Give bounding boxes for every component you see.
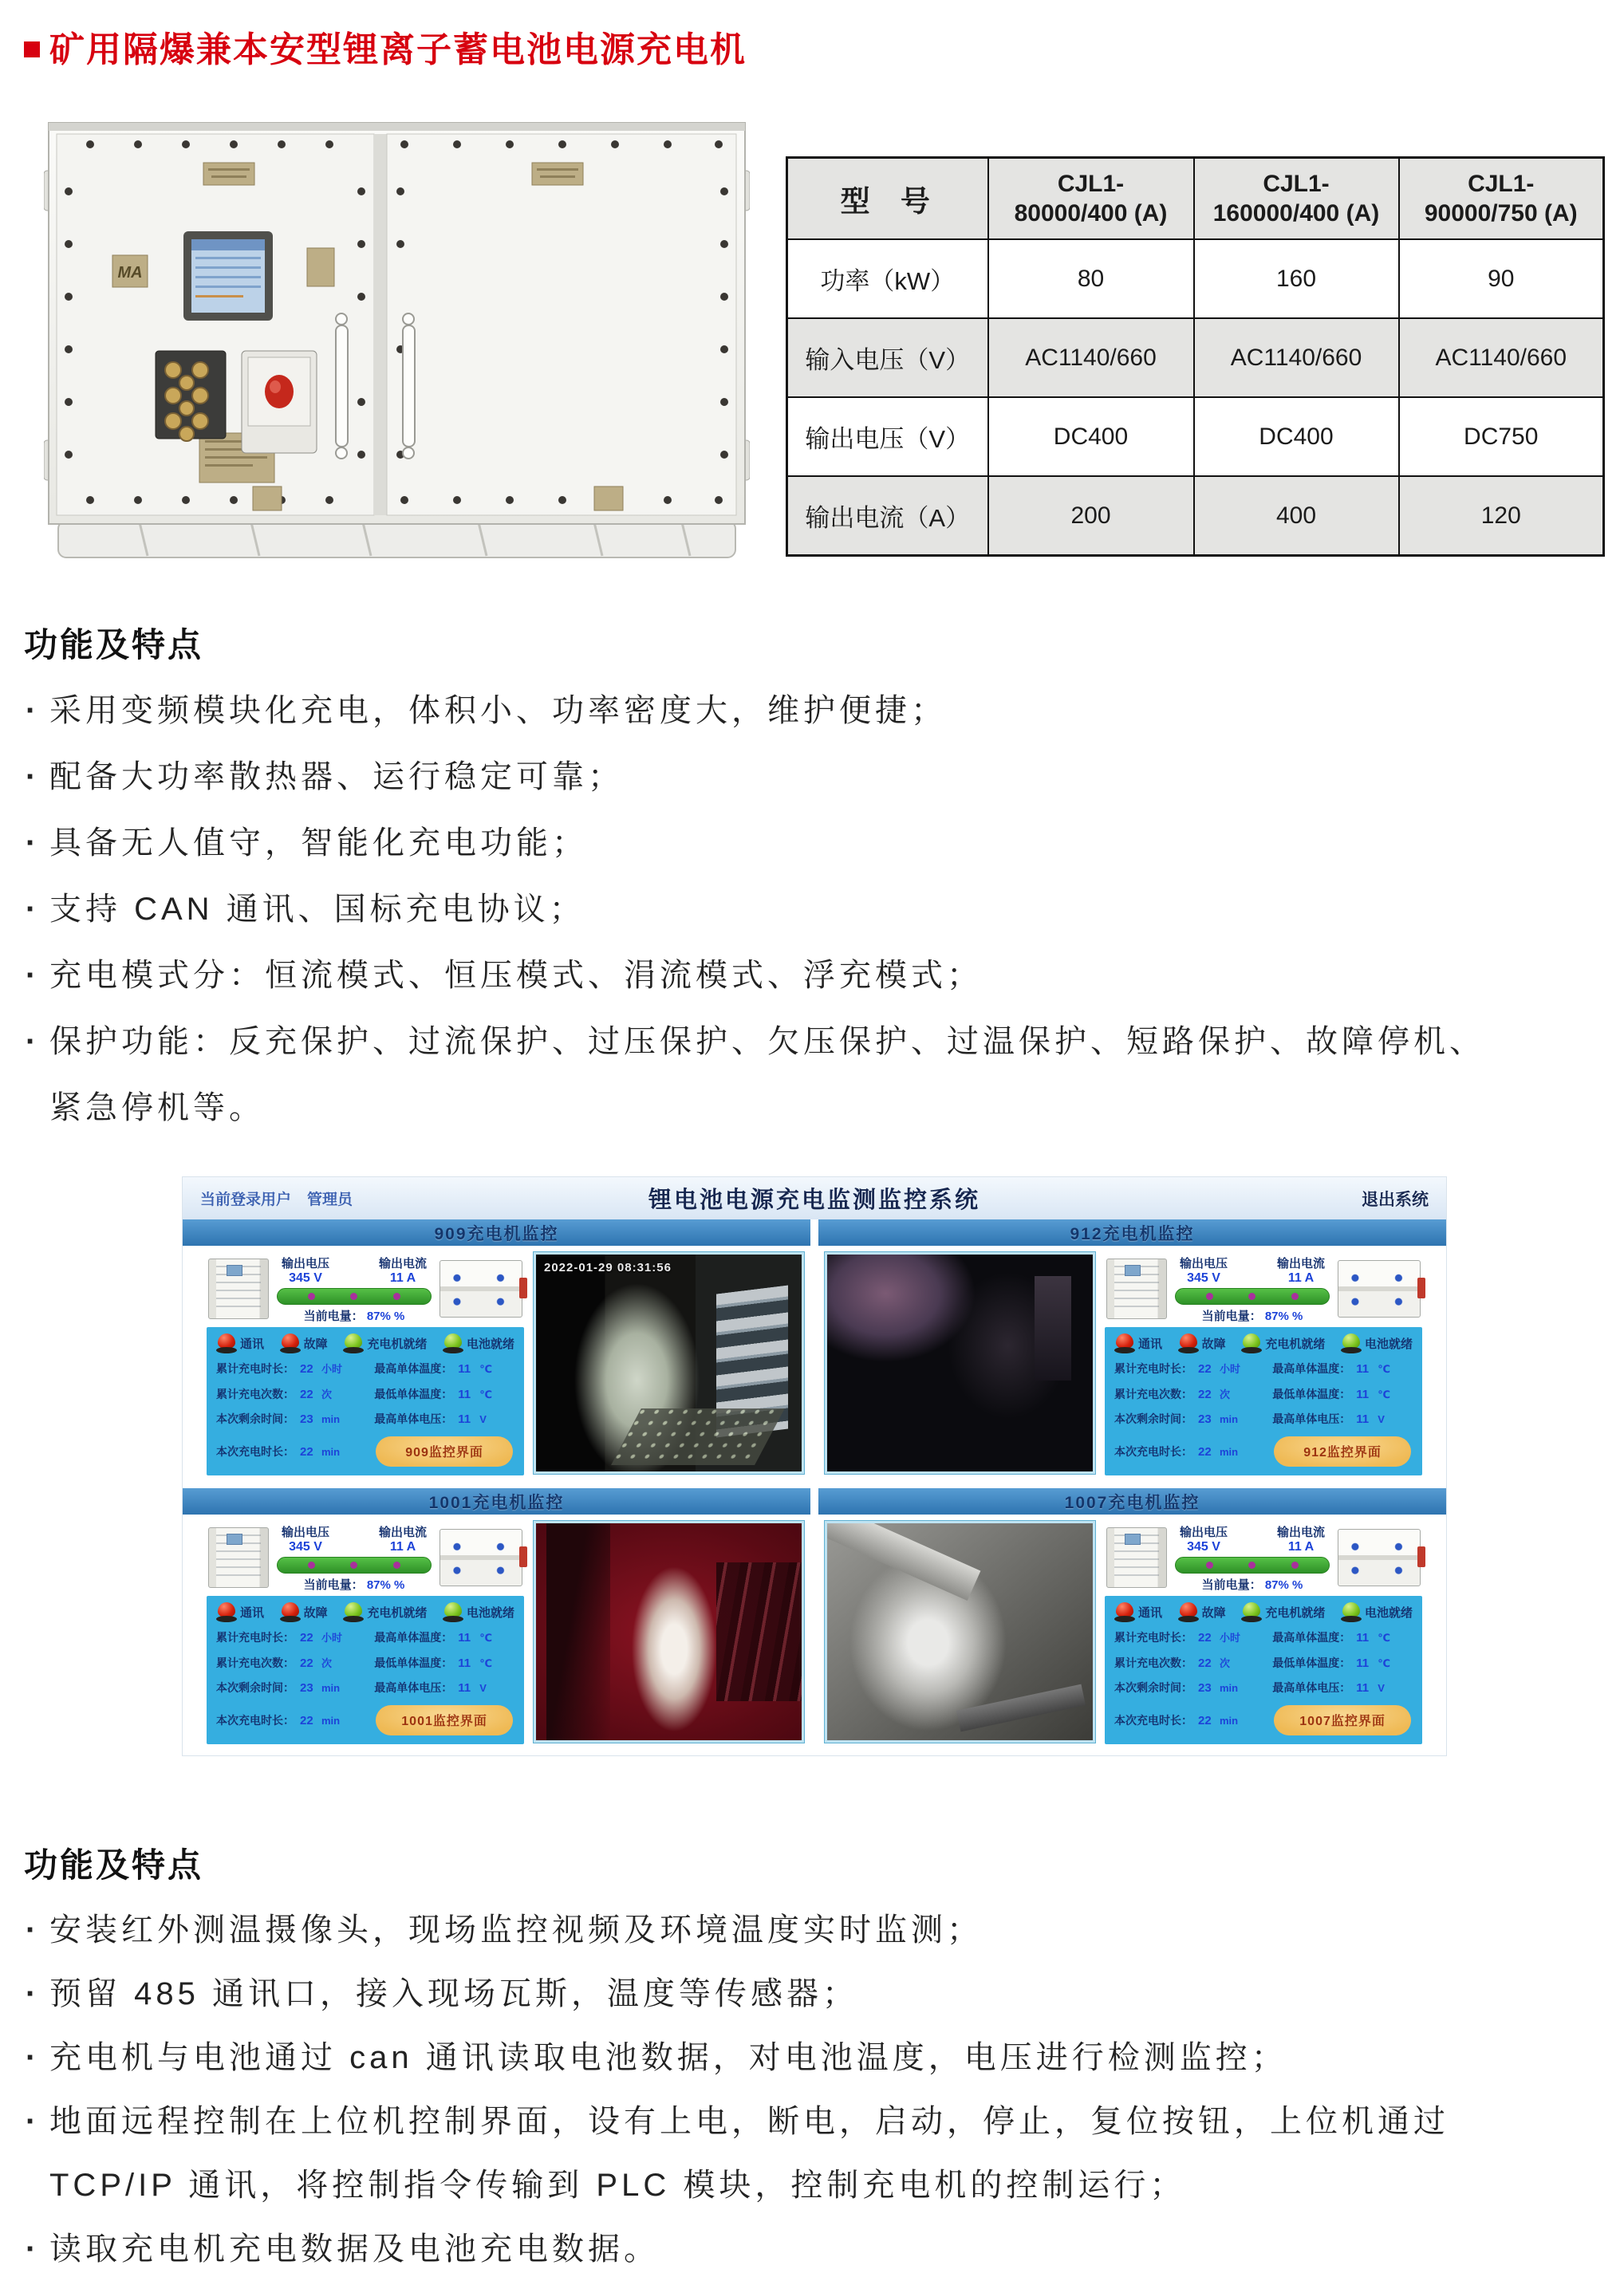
soc-value: 87% xyxy=(366,1578,391,1592)
output-voltage-label: 输出电压 xyxy=(1180,1256,1228,1270)
battery-image xyxy=(440,1260,522,1318)
output-current-label: 输出电流 xyxy=(1276,1256,1325,1270)
product-photo xyxy=(44,118,750,566)
soc-unit: % xyxy=(1292,1309,1303,1323)
cell: 160 xyxy=(1194,239,1399,318)
voltage-unit: V xyxy=(313,1539,322,1554)
soc-label: 当前电量： xyxy=(1201,1309,1262,1323)
model-cell: CJL1- 80000/400 (A) xyxy=(988,158,1194,240)
charger-image xyxy=(208,1527,269,1588)
feature-item: · 配备大功率散热器、运行稳定可靠； xyxy=(24,744,1508,810)
video-timestamp: 2022-01-29 08:31:56 xyxy=(544,1261,672,1274)
gauge-readouts xyxy=(275,1523,433,1593)
alarm-lamp-icon xyxy=(280,1333,301,1353)
cabinet-screen xyxy=(183,231,273,321)
features-section-1 xyxy=(24,619,1508,1141)
charger-panel xyxy=(183,1488,810,1751)
current-unit: A xyxy=(406,1270,416,1285)
alarm-lamp-icon xyxy=(343,1333,364,1353)
cell: AC1140/660 xyxy=(1399,318,1604,397)
stats-grid xyxy=(216,1360,514,1467)
stat-current-charge-time: 本次充电时长： 22 min xyxy=(1114,1444,1239,1459)
monitor-header xyxy=(183,1177,1446,1219)
charge-flow-bar xyxy=(1175,1557,1330,1574)
status-panel xyxy=(207,1596,524,1744)
cell: 400 xyxy=(1194,476,1399,556)
cell: DC400 xyxy=(1194,397,1399,476)
current-unit: A xyxy=(1304,1270,1315,1285)
cell: AC1140/660 xyxy=(988,318,1194,397)
output-current-value: 11 xyxy=(389,1270,404,1285)
panel-body xyxy=(183,1515,810,1751)
stat-min-cell-temp: 最低单体温度： 11 ℃ xyxy=(1272,1656,1390,1670)
monitor-view-button[interactable]: 1007监控界面 xyxy=(1274,1705,1411,1735)
stat-max-cell-voltage: 最高单体电压： 11 V xyxy=(374,1681,487,1696)
alarm-lamp-icon xyxy=(1341,1333,1362,1353)
monitor-grid xyxy=(183,1219,1446,1751)
row-label: 输出电流（A） xyxy=(787,476,988,556)
row-label: 输入电压（V） xyxy=(787,318,988,397)
soc-readout xyxy=(1175,1576,1330,1593)
output-current-value: 11 xyxy=(1287,1270,1302,1285)
indicator-row xyxy=(1114,1602,1413,1622)
output-voltage-label: 输出电压 xyxy=(282,1525,330,1539)
gauge-readouts xyxy=(1173,1255,1331,1324)
alarm-lamp-icon xyxy=(216,1602,237,1622)
stat-max-cell-voltage: 最高单体电压： 11 V xyxy=(1272,1681,1385,1696)
alarm-lamp-icon xyxy=(343,1602,364,1622)
table-header-row xyxy=(787,158,1604,240)
stat-remaining-time: 本次剩余时间： 23 min xyxy=(216,1412,341,1427)
stat-remaining-time: 本次剩余时间： 23 min xyxy=(216,1681,341,1696)
status-column xyxy=(1105,1251,1422,1475)
page-title: 矿用隔爆兼本安型锂离子蓄电池电源充电机 xyxy=(49,30,747,69)
alarm-lamp-icon xyxy=(1178,1333,1199,1353)
exit-system-button[interactable]: 退出系统 xyxy=(1362,1190,1429,1209)
soc-readout xyxy=(277,1307,432,1324)
indicator-comms: 通讯 xyxy=(216,1602,264,1622)
alarm-lamp-icon xyxy=(443,1333,463,1353)
cell: DC400 xyxy=(988,397,1194,476)
gauge-strip xyxy=(1105,1519,1422,1596)
ma-badge xyxy=(112,255,148,287)
row-label: 功率（kW） xyxy=(787,239,988,318)
indicator-comms: 通讯 xyxy=(1114,1602,1162,1622)
stat-current-charge-time: 本次充电时长： 22 min xyxy=(1114,1713,1239,1727)
soc-value: 87% xyxy=(366,1309,391,1323)
table-row xyxy=(787,239,1604,318)
feature-item: · 采用变频模块化充电，体积小、功率密度大，维护便捷； xyxy=(24,678,1508,744)
alarm-lamp-icon xyxy=(1241,1333,1262,1353)
indicator-comms: 通讯 xyxy=(216,1333,264,1353)
stat-total-charge-hours: 累计充电时长： 22 小时 xyxy=(216,1362,343,1377)
panel-body xyxy=(183,1246,810,1482)
stat-max-cell-temp: 最高单体温度： 11 ℃ xyxy=(374,1631,492,1645)
user-label: 当前登录用户 xyxy=(200,1192,292,1208)
charger-image xyxy=(208,1259,269,1319)
gauge-readouts xyxy=(275,1255,433,1324)
charger-image xyxy=(1106,1527,1167,1588)
cctv-feed xyxy=(534,1252,804,1474)
alarm-lamp-icon xyxy=(1241,1602,1262,1622)
battery-image xyxy=(1338,1529,1421,1586)
cell: DC750 xyxy=(1399,397,1604,476)
output-current-value: 11 xyxy=(1287,1539,1302,1554)
soc-label: 当前电量： xyxy=(303,1309,364,1323)
current-user xyxy=(200,1188,455,1209)
stat-max-cell-voltage: 最高单体电压： 11 V xyxy=(1272,1412,1385,1427)
voltage-unit: V xyxy=(313,1270,322,1285)
indicator-charger-ready: 充电机就绪 xyxy=(1241,1333,1325,1353)
user-name: 管理员 xyxy=(307,1192,353,1208)
gauge-readouts xyxy=(1173,1523,1331,1593)
cell: 200 xyxy=(988,476,1194,556)
charge-flow-bar xyxy=(277,1557,432,1574)
charger-panel xyxy=(183,1219,810,1482)
cell: 90 xyxy=(1399,239,1604,318)
table-row xyxy=(787,318,1604,397)
monitor-view-button[interactable]: 909监控界面 xyxy=(376,1436,513,1467)
alarm-lamp-icon xyxy=(216,1333,237,1353)
output-current-value: 11 xyxy=(389,1539,404,1554)
soc-value: 87% xyxy=(1264,1309,1289,1323)
gauge-strip xyxy=(207,1519,524,1596)
emergency-stop-button xyxy=(242,351,317,453)
status-column xyxy=(207,1251,524,1475)
model-header-cell: 型 号 xyxy=(787,158,988,240)
charger-cabinet-illustration xyxy=(44,118,750,566)
indicator-comms: 通讯 xyxy=(1114,1333,1162,1353)
features-heading: 功能及特点 xyxy=(24,1846,204,1884)
feature-item: · 具备无人值守，智能化充电功能； xyxy=(24,810,1508,877)
alarm-lamp-icon xyxy=(1178,1602,1199,1622)
indicator-fault: 故障 xyxy=(280,1333,328,1353)
cctv-feed xyxy=(825,1252,1095,1474)
monitoring-screenshot xyxy=(182,1176,1447,1756)
stat-current-charge-time: 本次充电时长： 22 min xyxy=(216,1444,341,1459)
soc-label: 当前电量： xyxy=(1201,1578,1262,1592)
output-voltage-value: 345 xyxy=(1187,1270,1208,1285)
system-title: 锂电池电源充电监测监控系统 xyxy=(648,1188,980,1213)
charge-flow-bar xyxy=(1175,1288,1330,1305)
alarm-lamp-icon xyxy=(1114,1333,1135,1353)
doc-title-row xyxy=(24,21,747,72)
output-current-label: 输出电流 xyxy=(378,1525,427,1539)
panel-title: 909充电机监控 xyxy=(183,1219,810,1246)
stats-grid xyxy=(1114,1629,1413,1736)
feature-item: · 地面远程控制在上位机控制界面，设有上电，断电，启动，停止，复位按钮，上位机通过 TCP/IP 通讯，将控制指令传输到 PLC 模块，控制充电机的控制运行； xyxy=(24,2090,1508,2217)
voltage-unit: V xyxy=(1212,1270,1220,1285)
current-unit: A xyxy=(1304,1539,1315,1554)
stat-min-cell-temp: 最低单体温度： 11 ℃ xyxy=(1272,1387,1390,1401)
soc-value: 87% xyxy=(1264,1578,1289,1592)
cell: AC1140/660 xyxy=(1194,318,1399,397)
output-current-label: 输出电流 xyxy=(1276,1525,1325,1539)
indicator-fault: 故障 xyxy=(1178,1602,1226,1622)
indicator-charger-ready: 充电机就绪 xyxy=(1241,1602,1325,1622)
output-voltage-value: 345 xyxy=(289,1270,310,1285)
soc-unit: % xyxy=(1292,1578,1303,1592)
stat-max-cell-temp: 最高单体温度： 11 ℃ xyxy=(374,1362,492,1377)
stat-remaining-time: 本次剩余时间： 23 min xyxy=(1114,1412,1239,1427)
model-cell: CJL1- 90000/750 (A) xyxy=(1399,158,1604,240)
stat-current-charge-time: 本次充电时长： 22 min xyxy=(216,1713,341,1727)
indicator-charger-ready: 充电机就绪 xyxy=(343,1602,427,1622)
status-column xyxy=(1105,1519,1422,1744)
stat-total-charge-count: 累计充电次数： 22 次 xyxy=(216,1387,333,1401)
stat-max-cell-voltage: 最高单体电压： 11 V xyxy=(374,1412,487,1427)
connector-plate xyxy=(156,351,226,441)
gauge-strip xyxy=(1105,1251,1422,1327)
indicator-fault: 故障 xyxy=(1178,1333,1226,1353)
cell: 120 xyxy=(1399,476,1604,556)
voltage-unit: V xyxy=(1212,1539,1220,1554)
charger-image xyxy=(1106,1259,1167,1319)
alarm-lamp-icon xyxy=(280,1602,301,1622)
charger-panel xyxy=(818,1219,1446,1482)
alarm-lamp-icon xyxy=(1114,1602,1135,1622)
charger-panel xyxy=(818,1488,1446,1751)
charge-flow-bar xyxy=(277,1288,432,1305)
indicator-row xyxy=(216,1602,514,1622)
stat-min-cell-temp: 最低单体温度： 11 ℃ xyxy=(374,1656,492,1670)
output-voltage-value: 345 xyxy=(289,1539,310,1554)
stat-remaining-time: 本次剩余时间： 23 min xyxy=(1114,1681,1239,1696)
monitor-view-button[interactable]: 912监控界面 xyxy=(1274,1436,1411,1467)
output-voltage-value: 345 xyxy=(1187,1539,1208,1554)
feature-item: · 预留 485 通讯口，接入现场瓦斯，温度等传感器； xyxy=(24,1962,1508,2026)
indicator-battery-ready: 电池就绪 xyxy=(1341,1602,1413,1622)
title-bullet-square xyxy=(24,41,40,57)
soc-label: 当前电量： xyxy=(303,1578,364,1592)
row-label: 输出电压（V） xyxy=(787,397,988,476)
stat-min-cell-temp: 最低单体温度： 11 ℃ xyxy=(374,1387,492,1401)
feature-item: · 安装红外测温摄像头，现场监控视频及环境温度实时监测； xyxy=(24,1898,1508,1962)
feature-item: · 支持 CAN 通讯、国标充电协议； xyxy=(24,877,1508,943)
table-row xyxy=(787,397,1604,476)
panel-body xyxy=(818,1246,1446,1482)
spec-table xyxy=(786,156,1605,557)
feature-item: · 保护功能：反充保护、过流保护、过压保护、欠压保护、过温保护、短路保护、故障停机、紧急停机等。 xyxy=(24,1009,1508,1141)
feature-item: · 读取充电机充电数据及电池充电数据。 xyxy=(24,2217,1508,2273)
stat-total-charge-count: 累计充电次数： 22 次 xyxy=(1114,1656,1231,1670)
monitor-view-button[interactable]: 1001监控界面 xyxy=(376,1705,513,1735)
indicator-row xyxy=(216,1333,514,1353)
output-current-label: 输出电流 xyxy=(378,1256,427,1270)
indicator-battery-ready: 电池就绪 xyxy=(1341,1333,1413,1353)
soc-unit: % xyxy=(394,1309,405,1323)
battery-image xyxy=(1338,1260,1421,1318)
current-unit: A xyxy=(406,1539,416,1554)
stat-max-cell-temp: 最高单体温度： 11 ℃ xyxy=(1272,1631,1390,1645)
soc-unit: % xyxy=(394,1578,405,1592)
alarm-lamp-icon xyxy=(443,1602,463,1622)
stat-total-charge-count: 累计充电次数： 22 次 xyxy=(1114,1387,1231,1401)
cctv-feed xyxy=(534,1521,804,1743)
status-panel xyxy=(1105,1327,1422,1475)
features-section-2 xyxy=(24,1839,1508,2273)
output-voltage-label: 输出电压 xyxy=(1180,1525,1228,1539)
status-column xyxy=(207,1519,524,1744)
stat-total-charge-count: 累计充电次数： 22 次 xyxy=(216,1656,333,1670)
output-voltage-label: 输出电压 xyxy=(282,1256,330,1270)
cctv-feed xyxy=(825,1521,1095,1743)
feature-item: · 充电模式分：恒流模式、恒压模式、涓流模式、浮充模式； xyxy=(24,943,1508,1009)
soc-readout xyxy=(1175,1307,1330,1324)
stats-grid xyxy=(216,1629,514,1736)
stat-total-charge-hours: 累计充电时长： 22 小时 xyxy=(216,1631,343,1645)
panel-title: 1001充电机监控 xyxy=(183,1488,810,1515)
feature-item: · 充电机与电池通过 can 通讯读取电池数据，对电池温度，电压进行检测监控； xyxy=(24,2026,1508,2090)
indicator-fault: 故障 xyxy=(280,1602,328,1622)
panel-body xyxy=(818,1515,1446,1751)
alarm-lamp-icon xyxy=(1341,1602,1362,1622)
stat-total-charge-hours: 累计充电时长： 22 小时 xyxy=(1114,1362,1241,1377)
indicator-row xyxy=(1114,1333,1413,1353)
battery-image xyxy=(440,1529,522,1586)
indicator-charger-ready: 充电机就绪 xyxy=(343,1333,427,1353)
cell: 80 xyxy=(988,239,1194,318)
panel-title: 1007充电机监控 xyxy=(818,1488,1446,1515)
status-panel xyxy=(1105,1596,1422,1744)
model-cell: CJL1- 160000/400 (A) xyxy=(1194,158,1399,240)
stats-grid xyxy=(1114,1360,1413,1467)
svg-text:MA: MA xyxy=(117,264,143,282)
indicator-battery-ready: 电池就绪 xyxy=(443,1333,514,1353)
stat-total-charge-hours: 累计充电时长： 22 小时 xyxy=(1114,1631,1241,1645)
features-heading: 功能及特点 xyxy=(24,626,204,664)
status-panel xyxy=(207,1327,524,1475)
table-row xyxy=(787,476,1604,556)
panel-title: 912充电机监控 xyxy=(818,1219,1446,1246)
indicator-battery-ready: 电池就绪 xyxy=(443,1602,514,1622)
gauge-strip xyxy=(207,1251,524,1327)
stat-max-cell-temp: 最高单体温度： 11 ℃ xyxy=(1272,1362,1390,1377)
soc-readout xyxy=(277,1576,432,1593)
